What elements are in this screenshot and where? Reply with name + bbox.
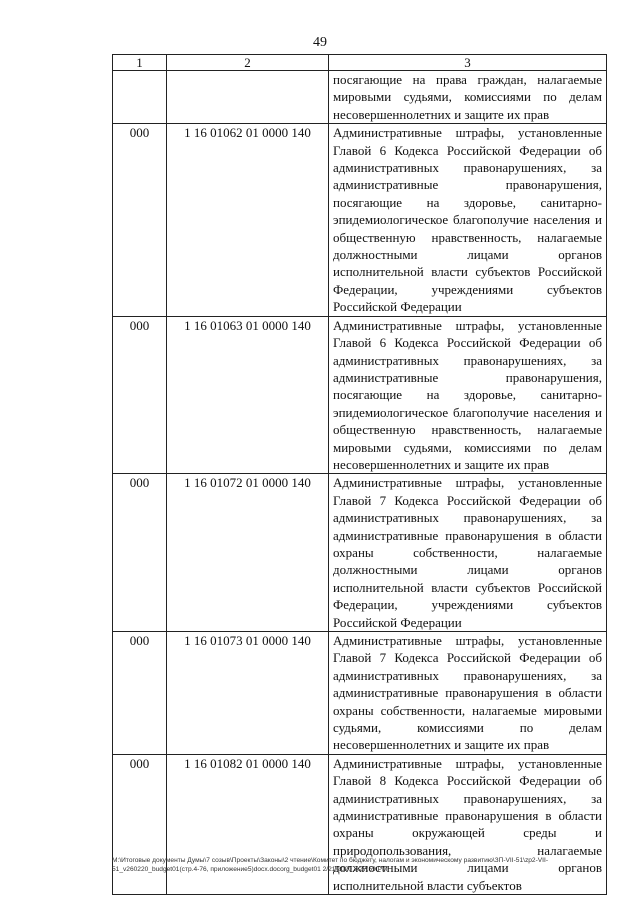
table-header-row xyxy=(113,55,607,71)
description-cell: Административные штрафы, установленные Главой 7 Кодекса Российской Федерации об административных правонарушениях, за административные правонарушения в области охраны собственности, налагаемые должностными лицами органов исполнительной власти субъектов Российской Федерации, учреждениями субъектов Российской Федерации xyxy=(329,474,607,632)
table-row xyxy=(113,474,607,632)
table-row xyxy=(113,124,607,316)
admin-code-cell: 000 xyxy=(113,124,167,316)
column-header-1: 1 xyxy=(113,55,167,71)
column-header-3: 3 xyxy=(329,55,607,71)
description-cell: Административные штрафы, установленные Главой 7 Кодекса Российской Федерации об административных правонарушениях, за административные правонарушения в области охраны собственности, налагаемые мировыми судьями, комиссиями по делам несовершеннолетних и защите их прав xyxy=(329,632,607,755)
admin-code-cell: 000 xyxy=(113,632,167,755)
admin-code-cell: 000 xyxy=(113,754,167,894)
budget-code-cell: 1 16 01062 01 0000 140 xyxy=(167,124,329,316)
description-cell: Административные штрафы, установленные Главой 8 Кодекса Российской Федерации об административных правонарушениях, за административные правонарушения в области охраны окружающей среды и природопользования, налагаемые должностными лицами органов исполнительной власти субъектов xyxy=(329,754,607,894)
budget-code-cell: 1 16 01063 01 0000 140 xyxy=(167,316,329,474)
budget-code-cell: 1 16 01073 01 0000 140 xyxy=(167,632,329,755)
budget-classification-table xyxy=(112,54,607,895)
table-row xyxy=(113,71,607,124)
budget-code-cell xyxy=(167,71,329,124)
description-cell: посягающие на права граждан, налагаемые мировыми судьями, комиссиями по делам несовершеннолетних и защите их прав xyxy=(329,71,607,124)
budget-code-cell: 1 16 01082 01 0000 140 xyxy=(167,754,329,894)
admin-code-cell: 000 xyxy=(113,474,167,632)
description-cell: Административные штрафы, установленные Главой 6 Кодекса Российской Федерации об административных правонарушениях, за административные правонарушения, посягающие на здоровье, санитарно-эпидемиологическое благополучие населения и общественную нравственность, налагаемые мировыми судьями, комиссиями по делам несовершеннолетних и защите их прав xyxy=(329,316,607,474)
table-row xyxy=(113,632,607,755)
admin-code-cell xyxy=(113,71,167,124)
admin-code-cell: 000 xyxy=(113,316,167,474)
file-path-footer: M:\Итоговые документы Думы\7 созыв\Проекты\Законы\2 чтение\Комитет по бюджету, налогам и экономическому развитию\ЗП-VII-51\zp2-VII-51_v260220_budget01(стр.4-76, приложение5)docx.docorg_budget01 2/21/2020 2:27:59 PM xyxy=(112,857,549,873)
table-row xyxy=(113,316,607,474)
page-number: 49 xyxy=(313,35,327,50)
column-header-2: 2 xyxy=(167,55,329,71)
description-cell: Административные штрафы, установленные Главой 6 Кодекса Российской Федерации об административных правонарушениях, за административные правонарушения, посягающие на здоровье, санитарно-эпидемиологическое благополучие населения и общественную нравственность, налагаемые должностными лицами органов исполнительной власти субъектов Российской Федерации, учреждениями субъектов Российской Федерации xyxy=(329,124,607,316)
budget-code-cell: 1 16 01072 01 0000 140 xyxy=(167,474,329,632)
